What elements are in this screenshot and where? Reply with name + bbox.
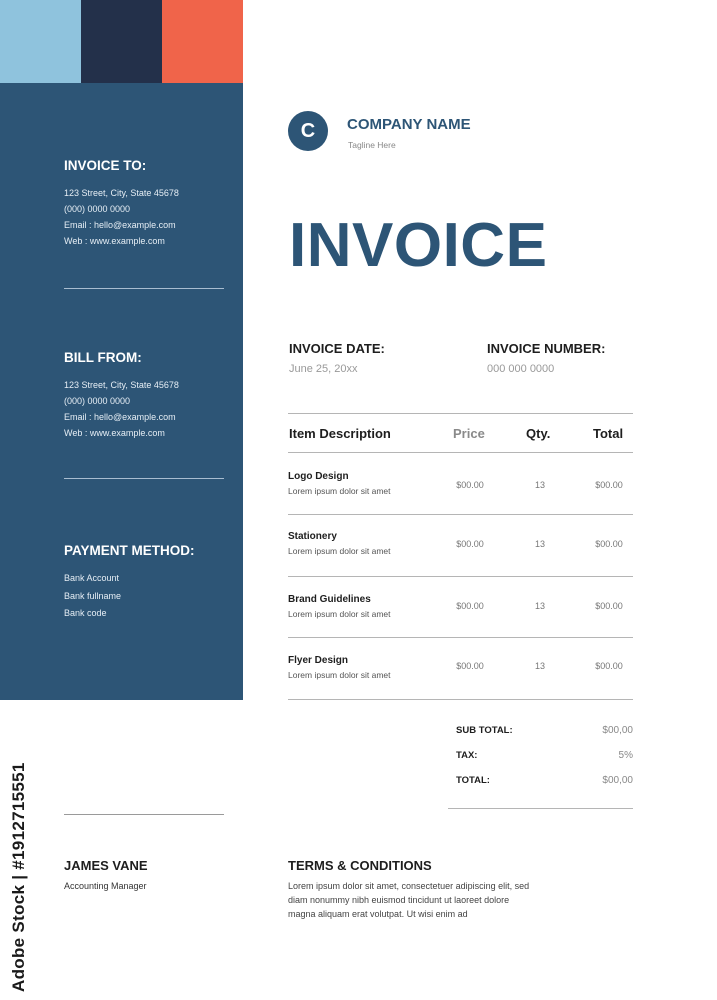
row-qty: 13 (534, 480, 545, 490)
row-total: $00.00 (595, 539, 623, 549)
invoice-number-value: 000 000 0000 (487, 363, 555, 375)
signatory-name: JAMES VANE (64, 858, 148, 873)
invoice-date-value: June 25, 20xx (289, 363, 358, 375)
bill-from-email: Email : hello@example.com (64, 412, 176, 422)
row-price: $00.00 (456, 601, 484, 611)
invoice-to-title: INVOICE TO: (64, 158, 147, 173)
bill-from-phone: (000) 0000 0000 (64, 396, 131, 406)
invoice-number-label: INVOICE NUMBER: (487, 341, 606, 356)
invoice-to-section (64, 158, 224, 249)
terms-title: TERMS & CONDITIONS (288, 858, 432, 873)
subtotal-label: SUB TOTAL: (456, 725, 513, 736)
row-qty: 13 (534, 601, 545, 611)
invoice-to-email: Email : hello@example.com (64, 220, 176, 230)
terms-text: Lorem ipsum dolor sit amet, consectetuer adipiscing elit, sed diam nonummy nibh euismod tincidunt ut laoreet dolore magna aliquam erat volutpat. Ut wisi enim ad (288, 881, 530, 919)
invoice-to-address: 123 Street, City, State 45678 (64, 188, 179, 198)
row-item-description: Lorem ipsum dolor sit amet (288, 670, 391, 680)
signatory-role: Accounting Manager (64, 881, 147, 891)
swatch-light-blue (0, 0, 81, 83)
row-total: $00.00 (595, 601, 623, 611)
sidebar-divider (64, 478, 224, 479)
subtotal-value: $00,00 (602, 725, 633, 736)
row-total: $00.00 (595, 661, 623, 671)
payment-method-title: PAYMENT METHOD: (64, 543, 195, 558)
invoice-to-web: Web : www.example.com (64, 236, 165, 246)
row-item-title: Stationery (288, 531, 337, 542)
header-total: Total (593, 426, 624, 441)
payment-bank-code: Bank code (64, 608, 107, 618)
table-bottom-rule (288, 699, 633, 700)
table-top-rule (288, 413, 633, 414)
total-value: $00,00 (602, 775, 633, 786)
row-price: $00.00 (456, 480, 484, 490)
payment-method-section (64, 543, 224, 623)
total-label: TOTAL: (456, 775, 490, 786)
tax-value: 5% (618, 750, 633, 761)
totals-rule (448, 808, 633, 809)
payment-bank-account: Bank Account (64, 573, 120, 583)
row-item-title: Brand Guidelines (288, 594, 371, 605)
swatch-navy (81, 0, 162, 83)
tax-label: TAX: (456, 750, 478, 761)
row-price: $00.00 (456, 661, 484, 671)
row-item-description: Lorem ipsum dolor sit amet (288, 486, 391, 496)
row-item-description: Lorem ipsum dolor sit amet (288, 546, 391, 556)
company-tagline: Tagline Here (348, 140, 396, 150)
bill-from-address: 123 Street, City, State 45678 (64, 380, 179, 390)
stock-watermark: Adobe Stock | #1912715551 (9, 762, 28, 992)
company-logo: C (288, 111, 328, 151)
row-item-title: Logo Design (288, 471, 349, 482)
table-row-rule (288, 514, 633, 515)
signature-line (64, 814, 224, 815)
table-row-rule (288, 637, 633, 638)
table-row-rule (288, 576, 633, 577)
payment-bank-fullname: Bank fullname (64, 590, 122, 601)
sidebar-divider (64, 288, 224, 289)
company-name: COMPANY NAME (347, 116, 471, 133)
invoice-to-phone: (000) 0000 0000 (64, 204, 131, 214)
row-item-title: Flyer Design (288, 655, 349, 666)
row-qty: 13 (534, 539, 545, 549)
row-total: $00.00 (595, 480, 623, 490)
row-price: $00.00 (456, 539, 484, 549)
bill-from-title: BILL FROM: (64, 350, 142, 365)
invoice-title: INVOICE (289, 211, 548, 280)
row-item-description: Lorem ipsum dolor sit amet (288, 609, 391, 619)
table-header-rule (288, 452, 633, 453)
row-qty: 13 (534, 661, 545, 671)
header-qty: Qty. (526, 426, 551, 441)
header-price: Price (453, 426, 485, 441)
header-item-description: Item Description (289, 426, 391, 441)
bill-from-web: Web : www.example.com (64, 428, 165, 438)
invoice-date-label: INVOICE DATE: (289, 341, 385, 356)
swatch-orange (162, 0, 243, 83)
bill-from-section (64, 350, 224, 441)
